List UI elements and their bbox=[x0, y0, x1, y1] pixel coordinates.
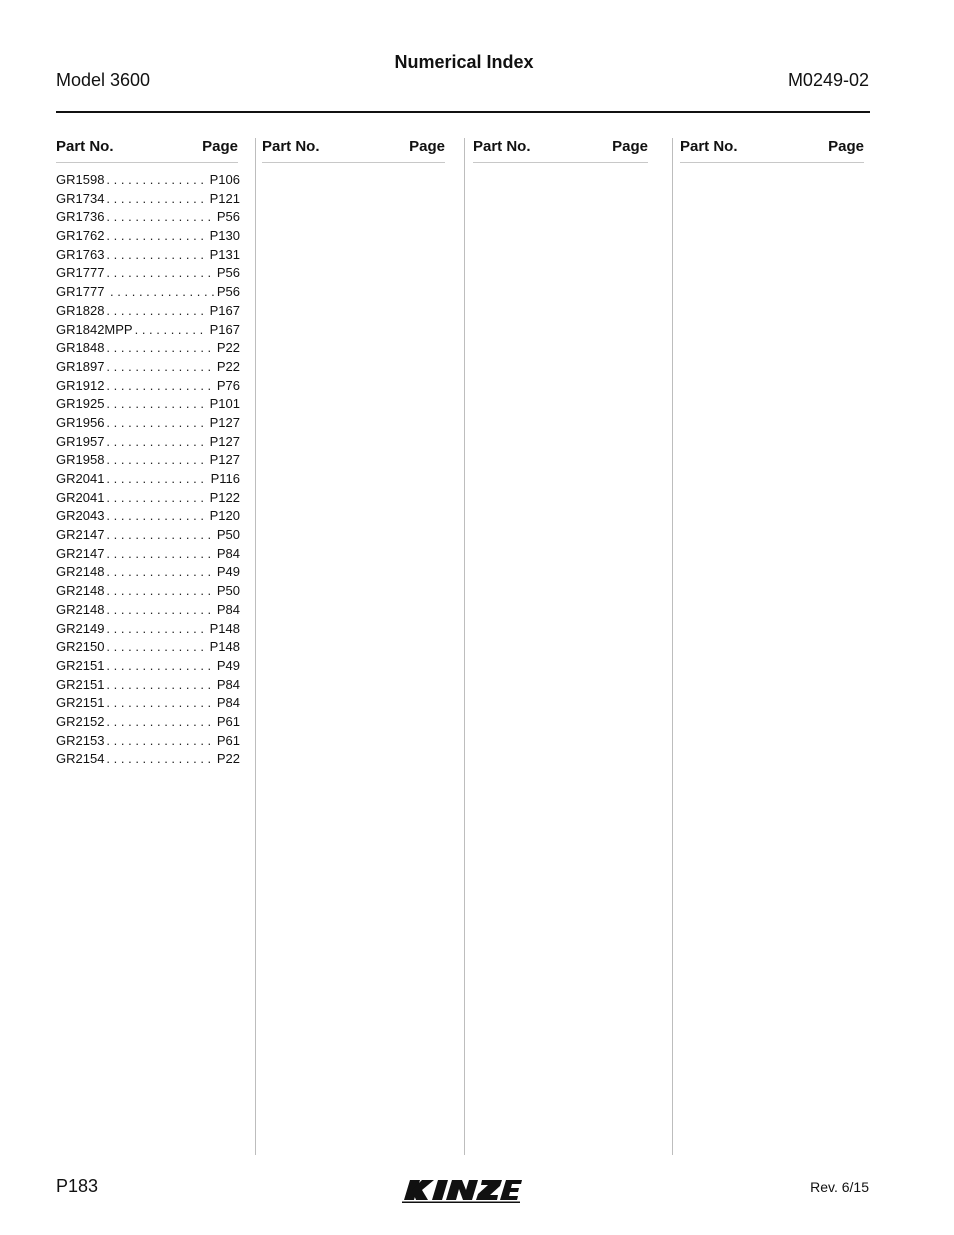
index-entry bbox=[56, 227, 240, 246]
part-number: GR1777 bbox=[56, 284, 109, 300]
page-reference: P122 bbox=[209, 489, 240, 505]
page-number: P183 bbox=[56, 1176, 99, 1196]
page-reference: P84 bbox=[216, 545, 240, 561]
dot-leader bbox=[104, 433, 206, 452]
page-reference: P84 bbox=[216, 695, 240, 711]
dot-leader bbox=[104, 190, 206, 209]
page-reference: P127 bbox=[209, 433, 240, 449]
dot-leader bbox=[104, 676, 213, 695]
dot-leader bbox=[104, 470, 207, 489]
index-entry bbox=[56, 190, 240, 209]
index-entry bbox=[56, 750, 240, 769]
column-divider bbox=[672, 138, 673, 1155]
index-entry bbox=[56, 414, 240, 433]
dot-leader bbox=[133, 321, 207, 340]
part-number: GR1842MPP bbox=[56, 321, 133, 337]
index-entry bbox=[56, 246, 240, 265]
index-entry bbox=[56, 377, 240, 396]
dot-leader bbox=[104, 208, 213, 227]
column-divider bbox=[255, 138, 256, 1155]
part-no-heading: Part No. bbox=[262, 138, 320, 155]
page-reference: P49 bbox=[216, 564, 240, 580]
dot-leader bbox=[104, 657, 213, 676]
dot-leader bbox=[104, 358, 213, 377]
dot-leader bbox=[104, 732, 213, 751]
part-number: GR2154 bbox=[56, 751, 105, 767]
page-reference: P50 bbox=[216, 583, 240, 599]
part-number: GR2148 bbox=[56, 601, 105, 617]
page-heading: Page bbox=[828, 138, 864, 155]
index-entry bbox=[56, 563, 240, 582]
part-no-heading: Part No. bbox=[680, 138, 738, 155]
dot-leader bbox=[104, 227, 206, 246]
dot-leader bbox=[104, 620, 206, 639]
model-label: Model 3600 bbox=[56, 70, 151, 90]
page-reference: P61 bbox=[216, 713, 240, 729]
index-entry bbox=[56, 395, 240, 414]
dot-leader bbox=[104, 750, 213, 769]
page-reference: P56 bbox=[216, 284, 240, 300]
index-entry bbox=[56, 451, 240, 470]
page-reference: P130 bbox=[209, 228, 240, 244]
dot-leader bbox=[108, 283, 214, 302]
dot-leader bbox=[104, 339, 213, 358]
index-entry bbox=[56, 208, 240, 227]
page-reference: P49 bbox=[216, 657, 240, 673]
page-reference: P22 bbox=[216, 358, 240, 374]
index-entry bbox=[56, 620, 240, 639]
dot-leader bbox=[104, 694, 213, 713]
index-entry bbox=[56, 321, 240, 340]
part-number: GR2153 bbox=[56, 732, 105, 748]
column-header-1 bbox=[56, 138, 238, 163]
column-header-3 bbox=[473, 138, 648, 163]
dot-leader bbox=[104, 246, 206, 265]
part-number: GR2151 bbox=[56, 676, 105, 692]
page-reference: P167 bbox=[209, 321, 240, 337]
page-reference: P50 bbox=[216, 527, 240, 543]
document-number: M0249-02 bbox=[787, 70, 869, 90]
dot-leader bbox=[104, 414, 206, 433]
page-reference: P116 bbox=[210, 471, 240, 486]
page-heading: Page bbox=[202, 138, 238, 155]
page-reference: P148 bbox=[209, 620, 240, 636]
part-no-heading: Part No. bbox=[56, 138, 114, 155]
page-heading: Page bbox=[612, 138, 648, 155]
page-reference: P61 bbox=[216, 732, 240, 748]
part-number: GR1912 bbox=[56, 377, 105, 393]
page-reference: P76 bbox=[216, 377, 240, 393]
dot-leader bbox=[104, 489, 206, 508]
index-entry bbox=[56, 171, 240, 190]
dot-leader bbox=[104, 377, 213, 396]
dot-leader bbox=[104, 601, 213, 620]
column-header-4 bbox=[680, 138, 864, 163]
index-entries bbox=[56, 171, 240, 769]
part-number: GR2147 bbox=[56, 545, 105, 561]
part-number: GR2041 bbox=[56, 489, 105, 505]
page-reference: P56 bbox=[216, 209, 240, 225]
part-number: GR2151 bbox=[56, 695, 105, 711]
part-number: GR2150 bbox=[56, 639, 105, 655]
part-number: GR1828 bbox=[56, 302, 105, 318]
dot-leader bbox=[104, 526, 213, 545]
part-number: GR1848 bbox=[56, 340, 105, 356]
page-reference: P148 bbox=[209, 639, 240, 655]
index-entry bbox=[56, 545, 240, 564]
dot-leader bbox=[104, 582, 213, 601]
page-reference: P56 bbox=[216, 265, 240, 281]
page-reference: P84 bbox=[216, 601, 240, 617]
dot-leader bbox=[104, 507, 206, 526]
part-number: GR1897 bbox=[56, 358, 105, 374]
column-header-2 bbox=[262, 138, 445, 163]
revision-label: Rev. 6/15 bbox=[810, 1179, 869, 1195]
index-entry bbox=[56, 433, 240, 452]
page-reference: P101 bbox=[209, 396, 240, 412]
index-entry bbox=[56, 302, 240, 321]
page-reference: P131 bbox=[209, 246, 240, 262]
part-number: GR2147 bbox=[56, 527, 105, 543]
page-reference: P167 bbox=[209, 302, 240, 318]
dot-leader bbox=[104, 713, 213, 732]
index-entry bbox=[56, 713, 240, 732]
part-number: GR2151 bbox=[56, 657, 105, 673]
part-number: GR2041 bbox=[56, 471, 105, 486]
kinze-logo bbox=[402, 1176, 522, 1204]
index-entry bbox=[56, 507, 240, 526]
dot-leader bbox=[104, 302, 206, 321]
page-reference: P127 bbox=[209, 414, 240, 430]
part-number: GR1734 bbox=[56, 190, 105, 206]
dot-leader bbox=[104, 545, 213, 564]
dot-leader bbox=[104, 264, 213, 283]
index-entry bbox=[56, 470, 240, 489]
part-number: GR2148 bbox=[56, 564, 105, 580]
part-number: GR1925 bbox=[56, 396, 105, 412]
page-title: Numerical Index bbox=[394, 52, 534, 72]
index-entry bbox=[56, 489, 240, 508]
index-entry bbox=[56, 582, 240, 601]
header-rule bbox=[56, 111, 870, 113]
part-number: GR2152 bbox=[56, 713, 105, 729]
part-no-heading: Part No. bbox=[473, 138, 531, 155]
part-number: GR2149 bbox=[56, 620, 105, 636]
dot-leader bbox=[104, 395, 206, 414]
part-number: GR1958 bbox=[56, 452, 105, 468]
part-number: GR1736 bbox=[56, 209, 105, 225]
page-reference: P22 bbox=[216, 340, 240, 356]
dot-leader bbox=[104, 451, 206, 470]
page-reference: P127 bbox=[209, 452, 240, 468]
page-reference: P84 bbox=[216, 676, 240, 692]
part-number: GR1777 bbox=[56, 265, 105, 281]
page-reference: P106 bbox=[209, 172, 240, 187]
page-reference: P121 bbox=[209, 190, 240, 206]
part-number: GR1956 bbox=[56, 414, 105, 430]
column-divider bbox=[464, 138, 465, 1155]
part-number: GR1598 bbox=[56, 172, 105, 187]
index-entry bbox=[56, 339, 240, 358]
page-reference: P22 bbox=[216, 751, 240, 767]
index-entry bbox=[56, 601, 240, 620]
index-entry bbox=[56, 526, 240, 545]
index-entry bbox=[56, 657, 240, 676]
dot-leader bbox=[104, 563, 213, 582]
part-number: GR1763 bbox=[56, 246, 105, 262]
part-number: GR1957 bbox=[56, 433, 105, 449]
part-number: GR2043 bbox=[56, 508, 105, 524]
index-entry bbox=[56, 638, 240, 657]
index-entry bbox=[56, 264, 240, 283]
index-entry bbox=[56, 676, 240, 695]
index-entry bbox=[56, 283, 240, 302]
dot-leader bbox=[104, 171, 206, 190]
dot-leader bbox=[104, 638, 206, 657]
index-entry bbox=[56, 358, 240, 377]
index-entry bbox=[56, 694, 240, 713]
page-heading: Page bbox=[409, 138, 445, 155]
index-entry bbox=[56, 732, 240, 751]
part-number: GR1762 bbox=[56, 228, 105, 244]
part-number: GR2148 bbox=[56, 583, 105, 599]
page-reference: P120 bbox=[209, 508, 240, 524]
